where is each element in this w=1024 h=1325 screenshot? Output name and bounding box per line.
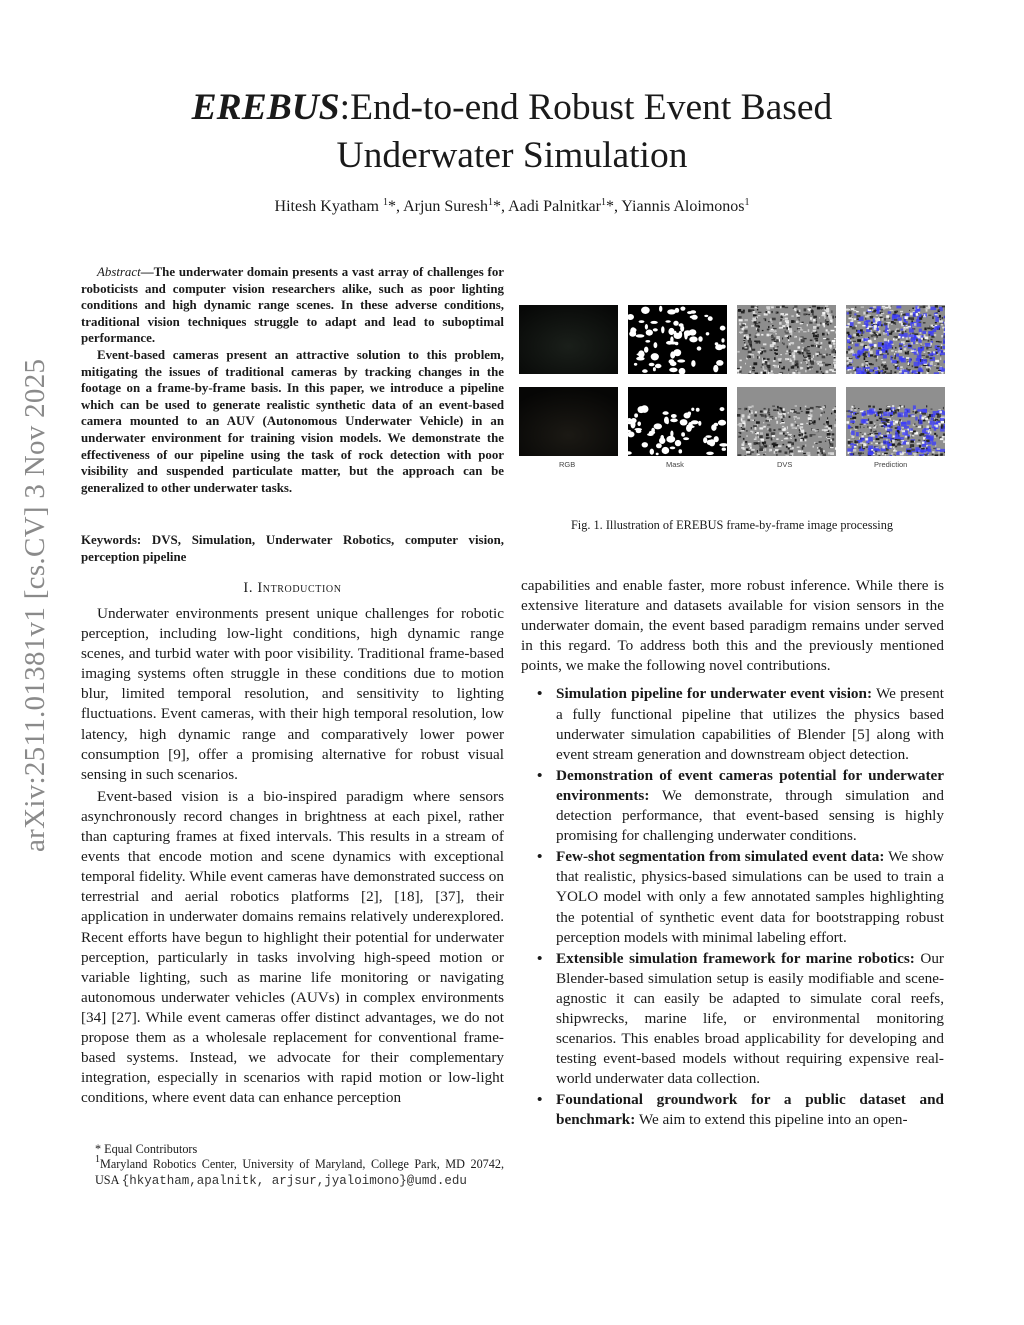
author: Aadi Palnitkar bbox=[508, 198, 601, 215]
footnote-affil: Maryland Robotics Center, University of Maryland, College Park, MD 20742, USA bbox=[95, 1157, 504, 1187]
figure-caption: Fig. 1. Illustration of EREBUS frame-by-frame image processing bbox=[570, 518, 894, 532]
section-heading: I. Introduction bbox=[243, 580, 342, 596]
abstract-p1: The underwater domain presents a vast array of challenges for roboticists and computer vision researchers alike, such as poor lighting conditions and high dynamic range scenes. In these adverse conditions, traditional vision techniques struggle to adapt and lead to suboptimal performance. bbox=[81, 265, 504, 346]
intro-p2: Event-based vision is a bio-inspired paradigm where sensors asynchronously record changes in brightness at each pixel, rather than capturing frames at fixed intervals. This results in a stream of events that encode motion and scene dynamics with exceptional temporal fidelity. While event cameras have demonstrated success on terrestrial and aerial robotics platforms [2], [18], [37], their application in underwater domains remains relatively underexplored. Recent efforts have begun to highlight their potential for underwater perception, particularly in tasks involving high-speed motion or variable lighting, such as marine life monitoring or navigating autonomous underwater vehicles (AUVs) in complex environments [34] [27]. While event cameras offer distinct advantages, we do not propose them as a wholesale replacement for conventional frame-based systems. Instead, we advocate for their complementary integration, especially in scenarios with rapid motion or low-light conditions, where event data can enhance perception bbox=[81, 787, 504, 1107]
fig-label-rgb: RGB bbox=[559, 460, 576, 469]
author: Arjun Suresh bbox=[403, 198, 488, 215]
fig-label-dvs: DVS bbox=[777, 460, 793, 469]
list-item: • Extensible simulation framework for marine robotics: Our Blender-based simulation setup is easily modifiable and scene-agnostic it can easily be adapted to simulate coral reefs, shipwrecks, marine life, or environmental monitoring scenarios. This enables broad applicability for developing and testing event-based models without requiring expensive real-world underwater data collection. bbox=[537, 949, 944, 1088]
mask-frame bbox=[628, 305, 727, 374]
right-p1: capabilities and enable faster, more robust inference. While there is extensive literature and datasets available for vision sensors in the underwater domain, the event based paradigm remains under served in this regard. To address both this and the previously mentioned points, we make the following novel contributions. bbox=[521, 577, 944, 675]
title-line2: Underwater Simulation bbox=[336, 135, 688, 176]
paper-title bbox=[120, 84, 904, 180]
dvs-frame bbox=[737, 387, 836, 456]
author: Yiannis Aloimonos bbox=[621, 198, 745, 215]
contributions-list bbox=[521, 684, 944, 1130]
list-item: • Few-shot segmentation from simulated event data: We show that realistic, physics-based simulations can be used to train a YOLO model with only a few annotated samples highlighting the potential of synthetic event data for bootstrapping robust perception models with minimal labeling effort. bbox=[537, 848, 944, 946]
list-item: • Foundational groundwork for a public dataset and benchmark: We aim to extend this pipeline into an open- bbox=[537, 1091, 944, 1129]
keywords: Keywords: DVS, Simulation, Underwater Robotics, computer vision, perception pipeline bbox=[81, 533, 504, 564]
section-title: Introduction bbox=[257, 580, 342, 596]
abstract-p2: Event-based cameras present an attractive solution to this problem, mitigating the issues of traditional cameras by tracking changes in the footage on a frame-by-frame basis. In this paper, we introduce a pipeline which can be used to generate realistic synthetic data of an event-based camera mounted to an AUV (Autonomous Underwater Vehicle) in an underwater environment for training vision models. We demonstrate the effectiveness of our pipeline using the task of rock detection with poor visibility and suspended particulate matter, but the approach can be generalized to other underwater tasks. bbox=[81, 347, 504, 495]
list-item: • Demonstration of event cameras potential for underwater environments: We demonstrate, through simulation and detection performance, that event-based sensing is highly promising for challenging underwater conditions. bbox=[537, 766, 944, 845]
right-column bbox=[521, 576, 944, 1132]
figure-1 bbox=[519, 305, 945, 475]
rgb-frame bbox=[519, 305, 618, 374]
prediction-frame bbox=[846, 387, 945, 456]
intro-column bbox=[81, 604, 504, 1110]
dvs-frame bbox=[737, 305, 836, 374]
fig-label-mask: Mask bbox=[666, 460, 684, 469]
rgb-frame bbox=[519, 387, 618, 456]
footnote: * Equal Contributors $^1$Maryland Robotics Center, University of Maryland, College Park, MD 20742, USA {hkyatham,apalnitk, arjsur,jyaloimono}@umd.edu bbox=[81, 1142, 504, 1189]
fig-label-prediction: Prediction bbox=[874, 460, 908, 469]
prediction-frame bbox=[846, 305, 945, 374]
title-italic: EREBUS bbox=[191, 87, 340, 128]
author: Hitesh Kyatham bbox=[274, 198, 383, 215]
list-item: • Simulation pipeline for underwater event vision: We present a fully functional pipeline that utilizes the physics based underwater simulation capabilities of Blender [5] along with event stream generation and downstream object detection. bbox=[537, 685, 944, 763]
title-line1: :End-to-end Robust Event Based bbox=[339, 87, 833, 128]
footnote-emails: {hkyatham,apalnitk, arjsur,jyaloimono}@umd.edu bbox=[121, 1173, 467, 1188]
abstract: Abstract—The underwater domain presents a vast array of challenges for roboticists and computer vision researchers alike, such as poor lighting conditions and high dynamic range scenes. In these adverse conditions, traditional vision techniques struggle to adapt and lead to suboptimal performance. Event-based cameras present an attractive solution to this problem, mitigating the issues of traditional cameras by tracking changes in the footage on a frame-by-frame basis. In this paper, we introduce a pipeline which can be used to generate realistic synthetic data of an event-based camera mounted to an AUV (Autonomous Underwater Vehicle) in an underwater environment for training vision models. We demonstrate the effectiveness of our pipeline using the task of rock detection with poor visibility and suspended particulate matter, but the approach can be generalized to other underwater tasks. bbox=[81, 265, 504, 495]
abstract-lead: Abstract bbox=[97, 265, 141, 279]
footnote-equal: * Equal Contributors bbox=[95, 1142, 198, 1156]
intro-p1: Underwater environments present unique challenges for robotic perception, including low-light conditions, high dynamic range scenes, and turbid water with poor visibility. Traditional frame-based imaging systems often struggle in these conditions due to motion blur, limited temporal resolution, and sensitivity to lighting fluctuations. Event cameras, with their high temporal resolution, low latency, high dynamic range and comparatively lower power consumption [9], offer a promising alternative for robust visual sensing in such scenarios. bbox=[81, 605, 504, 783]
arxiv-sidebar-id: arXiv:2511.01381v1 [cs.CV] 3 Nov 2025 bbox=[19, 358, 51, 852]
mask-frame bbox=[628, 387, 727, 456]
author-list: Hitesh Kyatham $^1$*, Arjun Suresh$^1$*, Aadi Palnitkar$^1$*, Yiannis Aloimonos$^1$ bbox=[274, 197, 750, 215]
